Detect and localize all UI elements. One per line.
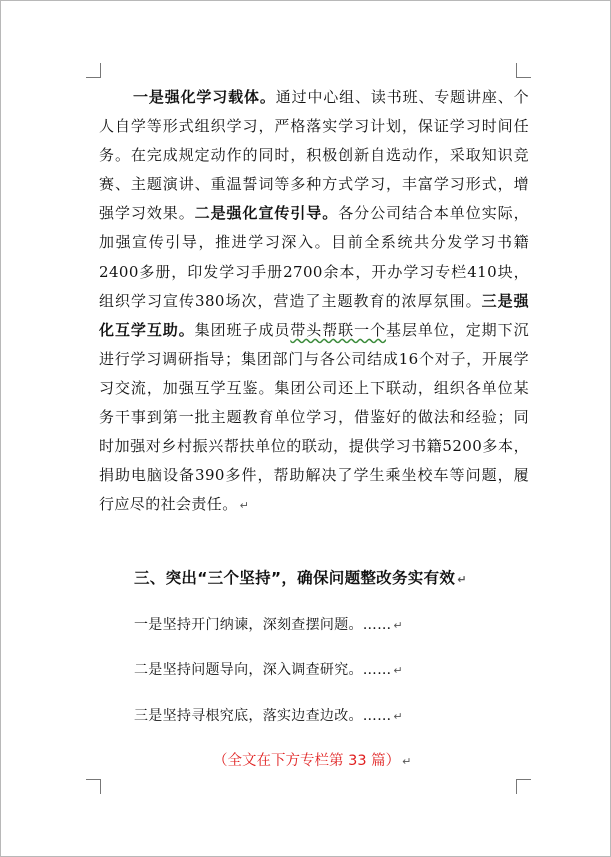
list-item-text: 三是坚持寻根究底，落实边查边改。…… bbox=[134, 708, 392, 724]
crop-mark-top-left bbox=[86, 63, 101, 78]
list-item[interactable] bbox=[134, 614, 403, 634]
bold-lead-2: 二是强化宣传引导。 bbox=[194, 204, 339, 223]
crop-mark-bottom-right bbox=[516, 779, 531, 794]
section-heading[interactable] bbox=[134, 566, 467, 588]
bold-lead-3: 三是强化互学互助。 bbox=[99, 291, 529, 339]
body-text-3b: 基层单位，定期下沉进行学习调研指导；集团部门与各公司结成16个对子，开展学习交流，加强互学互鉴。集团公司还上下联动，组织各单位某务干事到第一批主题教育单位学习，借鉴好的做法和经验；同时加强对乡村振兴帮扶单位的联动，提供学习书籍5200多本，捐助电脑设备390多件，帮助解决了学生乘坐校车等问题，履行应尽的社会责任。 bbox=[99, 320, 529, 514]
paragraph-mark-icon: ↵ bbox=[393, 619, 403, 632]
paragraph-mark-icon: ↵ bbox=[239, 499, 250, 513]
crop-mark-bottom-left bbox=[86, 779, 101, 794]
paragraph-mark-icon: ↵ bbox=[393, 710, 403, 723]
list-item-text: 一是坚持开门纳谏，深刻查摆问题。…… bbox=[134, 617, 392, 633]
crop-mark-top-right bbox=[516, 63, 531, 78]
paragraph-mark-icon: ↵ bbox=[457, 573, 467, 586]
bold-lead-1: 一是强化学习载体。 bbox=[133, 88, 276, 106]
body-paragraph[interactable] bbox=[99, 83, 529, 520]
paragraph-mark-icon: ↵ bbox=[402, 755, 412, 768]
list-item-text: 二是坚持问题导向，深入调查研究。…… bbox=[134, 662, 392, 678]
body-text-1: 通过中心组、读书班、专题讲座、个人自学等形式组织学习，严格落实学习计划，保证学习时间任务。在完成规定动作的同时，积极创新自选动作，采取知识竞赛、主题演讲、重温誓词等多种方式学习，丰富学习形式，增强学习效果。 bbox=[99, 88, 530, 223]
full-text-note[interactable] bbox=[213, 749, 411, 770]
section-heading-text: 三、突出“三个坚持”，确保问题整改务实有效 bbox=[134, 569, 456, 587]
paragraph-mark-icon: ↵ bbox=[393, 664, 403, 677]
full-text-note-text: （全文在下方专栏第 33 篇） bbox=[213, 753, 401, 769]
list-item[interactable] bbox=[134, 705, 403, 725]
body-text-2: 各分公司结合本单位实际，加强宣传引导，推进学习深入。目前全系统共分发学习书籍2400多册，印发学习手册2700余本，开办学习专栏410块，组织学习宣传380场次，营造了主题教育的浓厚氛围。 bbox=[99, 204, 529, 310]
list-item[interactable] bbox=[134, 659, 403, 679]
body-text-3a: 集团班子成员 bbox=[194, 320, 291, 339]
grammar-marked-text: 带头帮联一个 bbox=[290, 320, 387, 339]
